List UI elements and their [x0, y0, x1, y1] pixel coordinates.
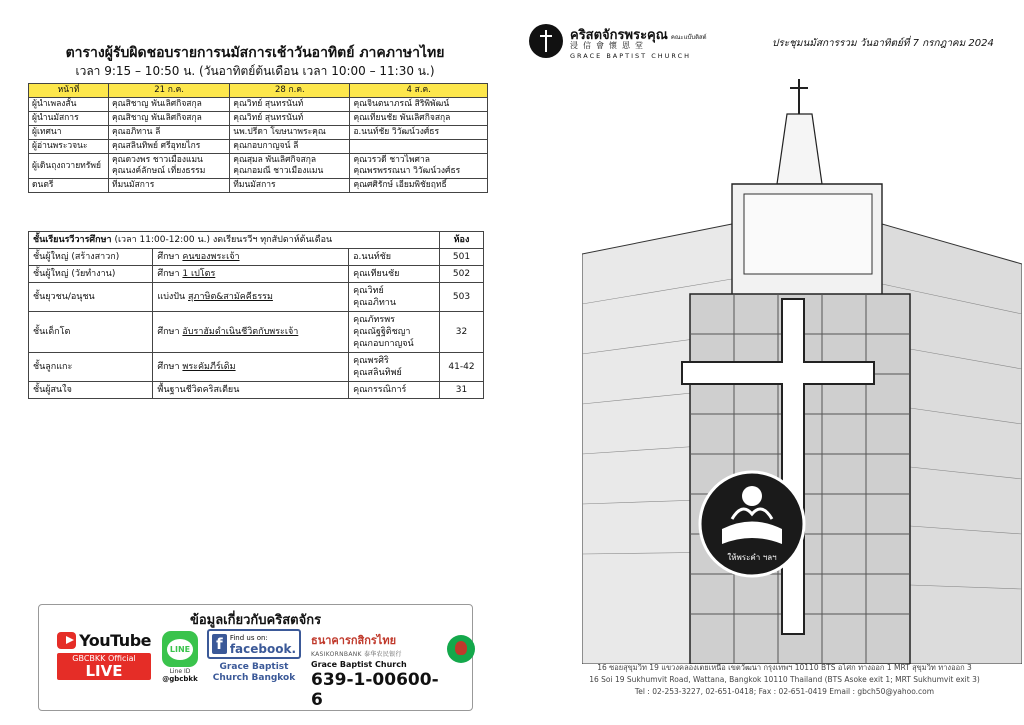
duty-cell-date-3: คุณศศิรักษ์ เอียมพิชัยฤทธิ์	[350, 179, 488, 193]
facebook-find-us: Find us on:	[229, 634, 268, 642]
duty-table	[28, 83, 488, 193]
class-topic-prefix: แบ่งปัน	[157, 292, 189, 302]
duty-role: ผู้เดินถุงถวายทรัพย์	[29, 154, 109, 179]
class-topic-prefix: ศึกษา	[157, 252, 183, 262]
duty-role: ผู้เทศนา	[29, 126, 109, 140]
class-topic-title: พระคัมภีร์เดิม	[182, 362, 236, 372]
youtube-live-label: LIVE	[85, 662, 123, 680]
class-room: 503	[440, 283, 484, 312]
duty-row	[29, 179, 488, 193]
class-topic-prefix: ศึกษา	[157, 269, 183, 279]
duty-cell-date-1: คุณสลินทิพย์ ศรีอุทยไกร	[109, 140, 230, 154]
class-header-row	[29, 232, 484, 249]
class-name: ชั้นลูกแกะ	[29, 353, 153, 382]
info-title: ข้อมูลเกี่ยวกับคริสตจักร	[189, 613, 322, 628]
sunday-school-table	[28, 231, 484, 399]
duty-cell-date-2: คุณวิทย์ สุนทรนันท์	[230, 112, 350, 126]
class-row	[29, 266, 484, 283]
class-row	[29, 249, 484, 266]
class-header-room: ห้อง	[440, 232, 484, 249]
duty-role: ดนตรี	[29, 179, 109, 193]
duty-cell-date-1: คุณสิชาญ พันเลิศกิจสกุล	[109, 112, 230, 126]
youtube-logo	[57, 631, 151, 650]
church-name-thai-text: คริสตจักรพระคุณ	[570, 28, 668, 43]
duty-cell-date-3	[350, 140, 488, 154]
duty-cell-date-3: คุณวรวดี ชาวไพศาล คุณพรพรรณนา วิวัฒน์วงศ์ธร	[350, 154, 488, 179]
duty-cell-date-3: คุณเทียนชัย พันเลิศกิจสกุล	[350, 112, 488, 126]
church-cross-logo-icon	[529, 24, 563, 58]
emblem-text: ให้พระคำ ฯลฯ	[727, 553, 777, 562]
line-block[interactable]	[159, 631, 201, 683]
youtube-play-icon	[57, 632, 76, 649]
church-info-box	[38, 604, 473, 711]
bank-name: ธนาคารกสิกรไทย	[311, 634, 397, 647]
duty-row	[29, 112, 488, 126]
facebook-page-name: Grace Baptist Church Bangkok	[212, 662, 296, 683]
duty-header-date-1: 21 ก.ค.	[109, 84, 230, 98]
duty-header-date-2: 28 ก.ค.	[230, 84, 350, 98]
class-name: ชั้นผู้ใหญ่ (วัยทำงาน)	[29, 266, 153, 283]
duty-cell-date-3: คุณจินตนาภรณ์ สิริพิพัฒน์	[350, 98, 488, 112]
bank-block	[311, 631, 441, 710]
class-topic	[153, 249, 349, 266]
duty-cell-date-2: คุณวิทย์ สุนทรนันท์	[230, 98, 350, 112]
class-name: ชั้นยุวชน/อนุชน	[29, 283, 153, 312]
class-teacher: คุณเทียนชัย	[349, 266, 440, 283]
class-topic-prefix: ศึกษา	[157, 327, 183, 337]
class-room: 41-42	[440, 353, 484, 382]
duty-header-row	[29, 84, 488, 98]
schedule-subtitle: เวลา 9:15 – 10:50 น. (วันอาทิตย์ต้นเดือน เวลา 10:00 – 11:30 น.)	[75, 64, 435, 78]
class-topic	[153, 283, 349, 312]
duty-cell-date-1: ทีมนมัสการ	[109, 179, 230, 193]
line-id-label: Line ID	[169, 668, 191, 675]
class-header-bold: ชั้นเรียนรวีวารศึกษา	[33, 235, 112, 245]
youtube-block[interactable]	[57, 631, 151, 695]
class-row	[29, 312, 484, 353]
class-teacher: อ.นนท์ชัย	[349, 249, 440, 266]
class-topic-title: อับราฮัมดำเนินชีวิตกับพระเจ้า	[182, 327, 299, 337]
class-teacher: คุณภัทรพร คุณณัฐฐิติชญา คุณกอบกาญจน์	[349, 312, 440, 353]
youtube-live-badge	[57, 653, 151, 680]
class-topic-title: คนของพระเจ้า	[182, 252, 240, 262]
class-teacher: คุณพรศิริ คุณสลินทิพย์	[349, 353, 440, 382]
class-header-rest: (เวลา 11:00-12:00 น.) งดเรียนรวีฯ ทุกสัปดาห์ต้นเดือน	[111, 235, 333, 245]
contact-info: Tel : 02-253-3227, 02-651-0418; Fax : 02-651-0419 Email : gbch50@yahoo.com	[634, 687, 935, 696]
class-room: 31	[440, 382, 484, 399]
line-logo-text: LINE	[167, 639, 193, 660]
class-header	[29, 232, 440, 249]
address-english: 16 Soi 19 Sukhumvit Road, Wattana, Bangkok 10110 Thailand (BTS Asoke exit 1; MRT Sukhumvit exit 3)	[589, 675, 980, 684]
class-room: 32	[440, 312, 484, 353]
class-topic	[153, 312, 349, 353]
class-name: ชั้นผู้สนใจ	[29, 382, 153, 399]
class-row	[29, 353, 484, 382]
class-topic-prefix: ศึกษา	[157, 362, 183, 372]
right-page	[512, 0, 1024, 725]
address-thai: 16 ซอยสุขุมวิท 19 แขวงคลองเตยเหนือ เขตวัฒนา กรุงเทพฯ 10110 BTS อโศก ทางออก 1 MRT สุขุมวิท ทางออก 3	[597, 663, 972, 672]
duty-header-date-3: 4 ส.ค.	[350, 84, 488, 98]
duty-cell-date-1: คุณอภิทาน ลี	[109, 126, 230, 140]
duty-cell-date-2: คุณกอบกาญจน์ ลี	[230, 140, 350, 154]
class-topic-title: 1 เปโตร	[182, 269, 216, 279]
duty-row	[29, 140, 488, 154]
duty-cell-date-2: คุณสุมล พันเลิศกิจสกุล คุณกอมณี ชาวเมืองแมน	[230, 154, 350, 179]
class-teacher: คุณกรรณิการ์	[349, 382, 440, 399]
duty-row	[29, 154, 488, 179]
duty-role: ผู้อ่านพระวจนะ	[29, 140, 109, 154]
bank-name-english: KASIKORNBANK 泰华农民银行	[311, 651, 402, 658]
service-date: ประชุมนมัสการรวม วันอาทิตย์ที่ 7 กรกฎาคม 2024	[772, 38, 994, 49]
duty-header-role: หน้าที่	[29, 84, 109, 98]
duty-role: ผู้นำเพลงสั้น	[29, 98, 109, 112]
duty-cell-date-2: นพ.ปรีดา โฆษนาพระคุณ	[230, 126, 350, 140]
church-name-english: GRACE BAPTIST CHURCH	[570, 52, 692, 60]
line-icon	[162, 631, 198, 667]
line-handle: @gbcbkk	[162, 675, 198, 683]
youtube-channel-name: GBCBKK Official	[72, 654, 136, 663]
duty-cell-date-1: คุณดวงพร ชาวเมืองแมน คุณนงค์ลักษณ์ เที่ยงธรรม	[109, 154, 230, 179]
duty-role: ผู้นำนมัสการ	[29, 112, 109, 126]
bank-account-number: 639-1-00600-6	[311, 670, 439, 710]
church-name-chinese: 浸信會懷恩堂	[570, 41, 648, 50]
class-row	[29, 283, 484, 312]
class-name: ชั้นเด็กโต	[29, 312, 153, 353]
church-building-illustration	[582, 74, 1022, 664]
class-name: ชั้นผู้ใหญ่ (สร้างสาวก)	[29, 249, 153, 266]
class-topic	[153, 382, 349, 399]
facebook-badge	[207, 629, 301, 659]
youtube-wordmark: YouTube	[79, 631, 151, 650]
facebook-block[interactable]	[207, 629, 301, 684]
class-topic-prefix: พื้นฐานชีวิตคริสเตียน	[157, 385, 240, 395]
duty-cell-date-1: คุณสิชาญ พันเลิศกิจสกุล	[109, 98, 230, 112]
church-denomination: คณะแบ๊บติสต์	[670, 34, 707, 41]
class-topic-title: สุภาษิต&สามัคคีธรรม	[188, 292, 273, 302]
church-address	[547, 662, 1022, 698]
class-room: 501	[440, 249, 484, 266]
duty-row	[29, 126, 488, 140]
duty-cell-date-2: ทีมนมัสการ	[230, 179, 350, 193]
class-topic	[153, 353, 349, 382]
class-room: 502	[440, 266, 484, 283]
class-topic	[153, 266, 349, 283]
kasikorn-logo-icon	[447, 635, 475, 663]
class-teacher: คุณวิทย์ คุณอภิทาน	[349, 283, 440, 312]
facebook-wordmark: facebook.	[229, 642, 296, 656]
schedule-title: ตารางผู้รับผิดชอบรายการนมัสการเช้าวันอาทิตย์ ภาคภาษาไทย	[65, 45, 445, 61]
class-row	[29, 382, 484, 399]
duty-cell-date-3: อ.นนท์ชัย วิวัฒน์วงศ์ธร	[350, 126, 488, 140]
facebook-icon: f	[212, 634, 227, 654]
bank-account-holder: Grace Baptist Church	[311, 660, 407, 669]
duty-row	[29, 98, 488, 112]
